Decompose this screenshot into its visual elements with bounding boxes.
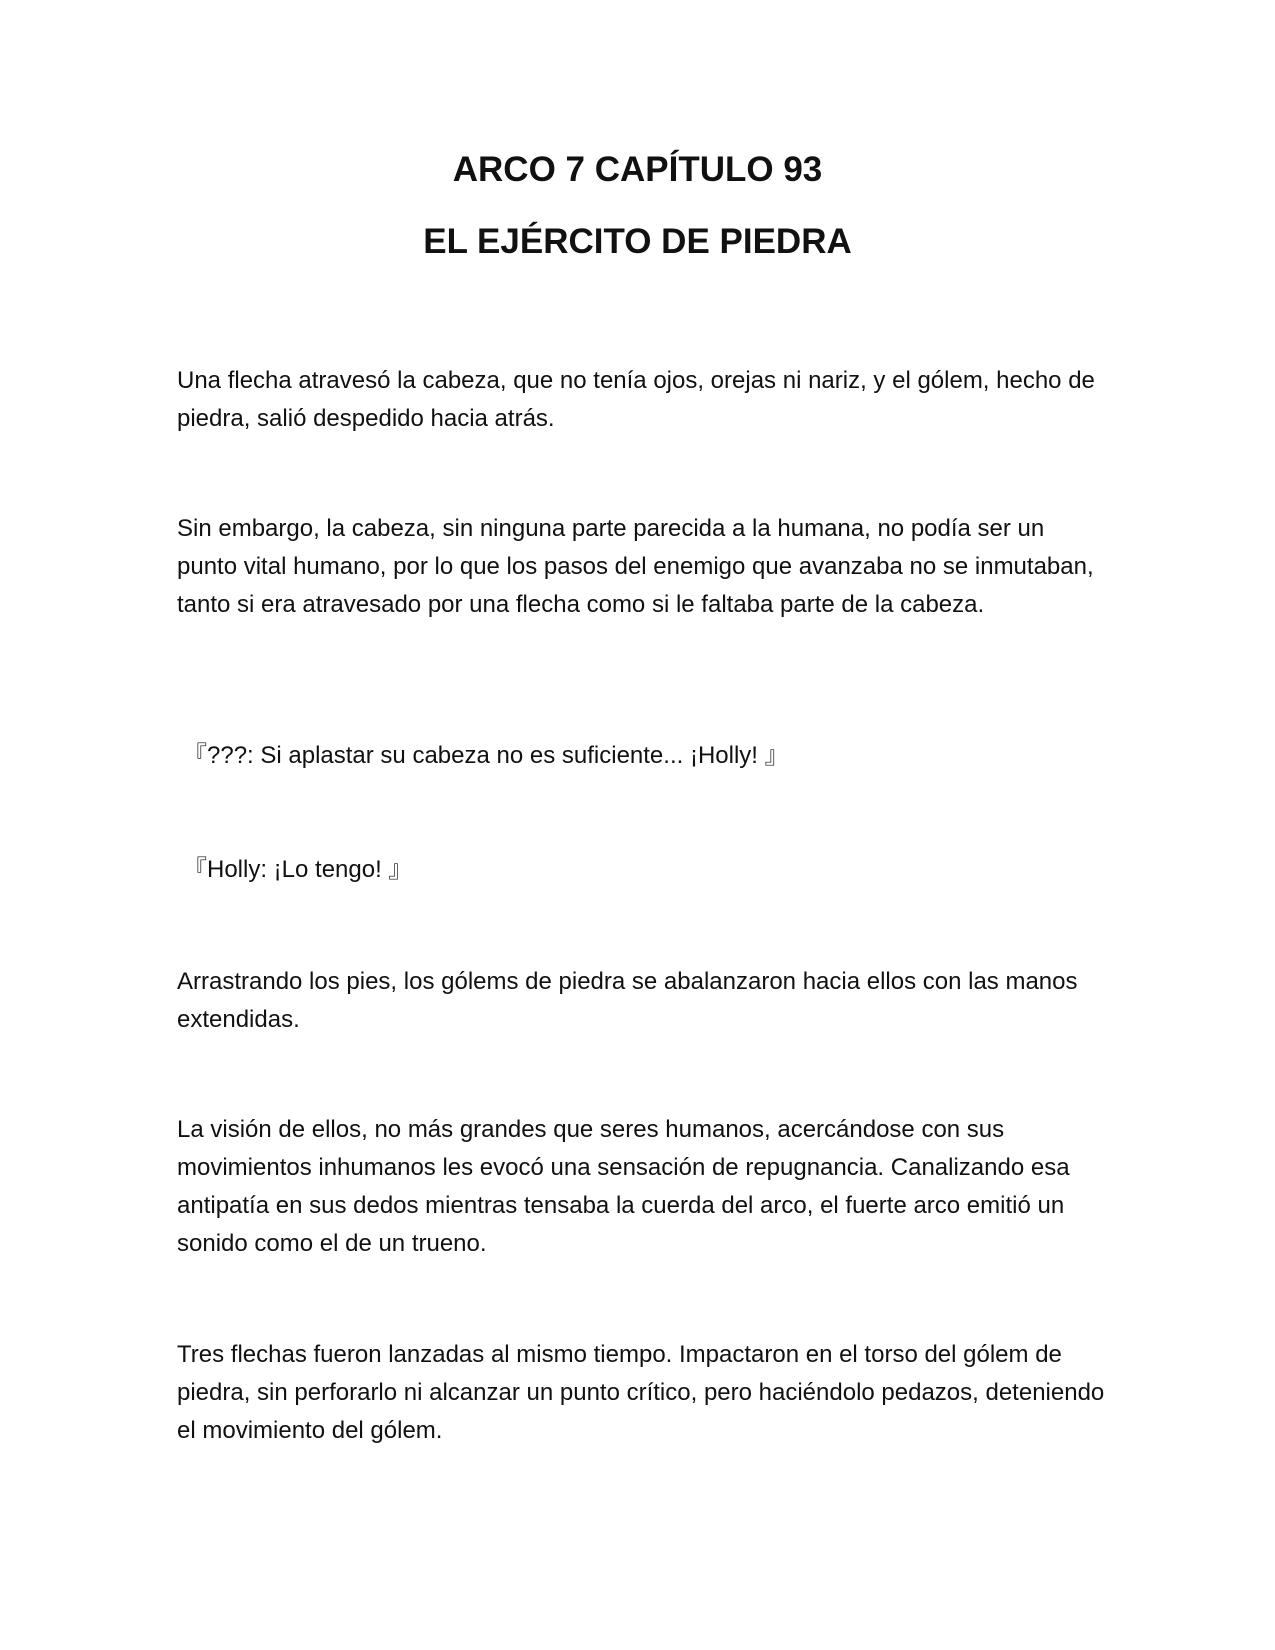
- dialogue-line: 『???: Si aplastar su cabeza no es suficiente... ¡Holly! 』: [183, 742, 789, 769]
- paragraph: Una flecha atravesó la cabeza, que no tenía ojos, orejas ni nariz, y el gólem, hecho de piedra, salió despedido hacia atrás.: [177, 367, 1095, 432]
- paragraph: Sin embargo, la cabeza, sin ninguna parte parecida a la humana, no podía ser un punto vital humano, por lo que los pasos del enemigo que avanzaba no se inmutaban, tanto si era atravesado por una flecha como si le faltaba parte de la cabeza.: [177, 515, 1094, 618]
- chapter-title-heading: EL EJÉRCITO DE PIEDRA: [423, 222, 852, 261]
- paragraph: Arrastrando los pies, los gólems de piedra se abalanzaron hacia ellos con las manos extendidas.: [177, 968, 1078, 1033]
- chapter-number-heading: ARCO 7 CAPÍTULO 93: [452, 150, 823, 189]
- dialogue-line: 『Holly: ¡Lo tengo! 』: [183, 856, 413, 883]
- paragraph: La visión de ellos, no más grandes que seres humanos, acercándose con sus movimientos inhumanos les evocó una sensación de repugnancia. Canalizando esa antipatía en sus dedos mientras tensaba la cuerda del arco, el fuerte arco emitió un sonido como el de un trueno.: [177, 1116, 1070, 1257]
- paragraph: Tres flechas fueron lanzadas al mismo tiempo. Impactaron en el torso del gólem de piedra, sin perforarlo ni alcanzar un punto crítico, pero haciéndolo pedazos, deteniendo el movimiento del gólem.: [177, 1341, 1105, 1444]
